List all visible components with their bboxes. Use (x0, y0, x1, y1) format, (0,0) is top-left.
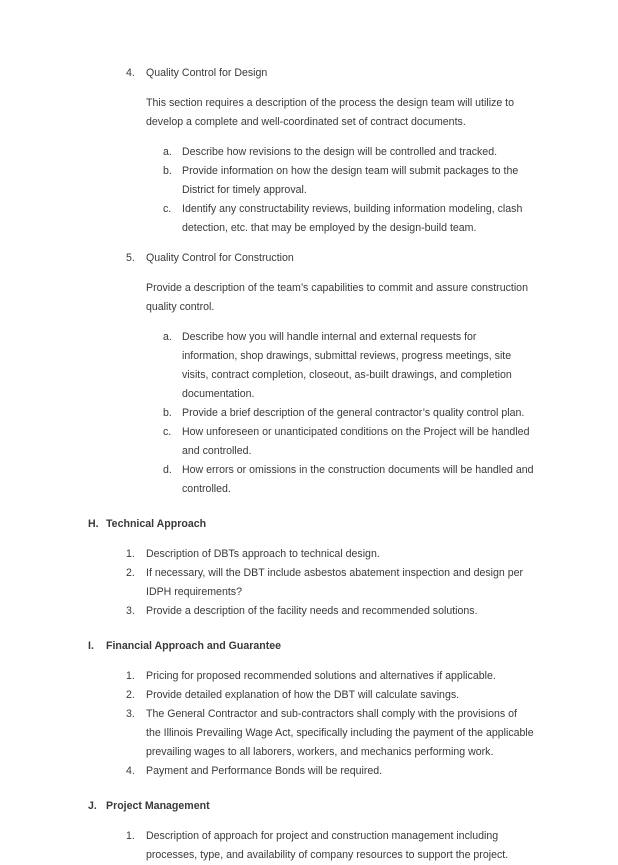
list-item-text: Describe how you will handle internal and external requests for information, shop drawings, submittal reviews, progress meetings, site visits, contract completion, closeout, as-built drawings, and completion documentation. (182, 331, 512, 400)
list-marker: a. (163, 331, 172, 343)
list-marker: 3. (126, 605, 135, 617)
list-marker: 2. (126, 567, 135, 579)
list-item-text: How errors or omissions in the construction documents will be handled and controlled. (182, 464, 534, 495)
section-marker: H. (88, 518, 99, 530)
spacer (88, 268, 534, 279)
section-marker: J. (88, 800, 97, 812)
list-item-text: Payment and Performance Bonds will be required. (146, 765, 383, 777)
paragraph: This section requires a description of the process the design team will utilize to develop a complete and well-coordinated set of contract documents. (146, 97, 515, 128)
list-marker: d. (163, 464, 172, 476)
list-item (88, 249, 534, 268)
list-item-text: Description of DBTs approach to technical design. (146, 548, 380, 560)
list-item-text: Describe how revisions to the design will be controlled and tracked. (182, 146, 498, 158)
list-marker: 2. (126, 689, 135, 701)
list-marker: b. (163, 165, 172, 177)
spacer (88, 499, 534, 515)
list-item (88, 827, 534, 865)
list-item (88, 564, 534, 602)
spacer (88, 781, 534, 797)
list-item-text: Provide a brief description of the general contractor’s quality control plan. (182, 407, 525, 419)
document-body (88, 64, 534, 865)
list-marker: 4. (126, 67, 135, 79)
section-title: Project Management (106, 800, 210, 812)
section-heading-technical-approach (88, 515, 534, 534)
list-item (88, 686, 534, 705)
list-item (88, 404, 534, 423)
list-item-text: Description of approach for project and construction management including processes, type, and availability of company resources to support the project. (146, 830, 509, 861)
section-marker: I. (88, 640, 94, 652)
list-marker: 4. (126, 765, 135, 777)
list-marker: 1. (126, 830, 135, 842)
list-item-text: Quality Control for Design (146, 67, 268, 79)
list-item (88, 667, 534, 686)
section-title: Financial Approach and Guarantee (106, 640, 282, 652)
section-heading-financial-approach (88, 637, 534, 656)
list-marker: a. (163, 146, 172, 158)
list-item-text: Identify any constructability reviews, building information modeling, clash detection, etc. that may be employed by the design-build team. (182, 203, 523, 234)
spacer (88, 132, 534, 143)
list-item (88, 423, 534, 461)
list-item-text: The General Contractor and sub-contractors shall comply with the provisions of the Illinois Prevailing Wage Act, specifically including the payment of the applicable prevailing wages to all laborers, workers, and mechanics performing work. (146, 708, 534, 758)
list-marker: 3. (126, 708, 135, 720)
list-item (88, 64, 534, 83)
spacer (88, 83, 534, 94)
list-marker: c. (163, 203, 172, 215)
list-item (88, 762, 534, 781)
section-title: Technical Approach (106, 518, 207, 530)
list-item (88, 328, 534, 404)
list-marker: 1. (126, 548, 135, 560)
list-item-text: Pricing for proposed recommended solutions and alternatives if applicable. (146, 670, 496, 682)
list-item (88, 200, 534, 238)
list-item (88, 705, 534, 762)
list-item-text: Provide a description of the facility needs and recommended solutions. (146, 605, 478, 617)
list-marker: 1. (126, 670, 135, 682)
spacer (88, 621, 534, 637)
list-item-text: How unforeseen or unanticipated conditions on the Project will be handled and controlled. (182, 426, 530, 457)
spacer (88, 317, 534, 328)
spacer (88, 816, 534, 827)
list-item (88, 545, 534, 564)
list-item (88, 162, 534, 200)
list-item-text: Provide detailed explanation of how the DBT will calculate savings. (146, 689, 460, 701)
list-item (88, 602, 534, 621)
paragraph: Provide a description of the team’s capabilities to commit and assure construction quality control. (146, 282, 528, 313)
list-marker: 5. (126, 252, 135, 264)
spacer (88, 656, 534, 667)
list-item-text: Provide information on how the design team will submit packages to the District for timely approval. (182, 165, 519, 196)
list-item (88, 461, 534, 499)
list-item (88, 143, 534, 162)
spacer (88, 238, 534, 249)
spacer (88, 534, 534, 545)
list-marker: b. (163, 407, 172, 419)
list-item-text: Quality Control for Construction (146, 252, 294, 264)
list-item-text: If necessary, will the DBT include asbestos abatement inspection and design per IDPH requirements? (146, 567, 524, 598)
list-marker: c. (163, 426, 172, 438)
